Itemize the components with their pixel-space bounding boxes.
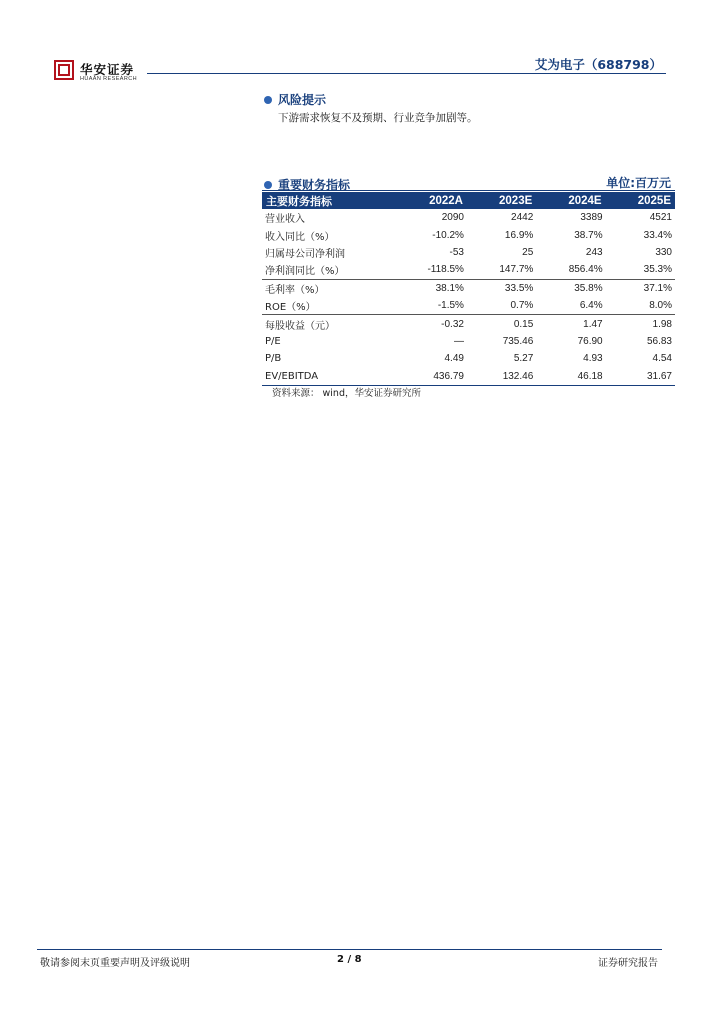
column-header: 2024E [536, 192, 605, 209]
bullet-icon [264, 181, 272, 189]
table-cell: 0.15 [467, 315, 536, 333]
row-label: 每股收益（元） [262, 315, 398, 333]
table-cell: 436.79 [398, 368, 467, 386]
table-row [262, 279, 675, 297]
table-row [262, 226, 675, 243]
table-cell: 4521 [649, 212, 672, 224]
table-row [262, 368, 675, 386]
unit-label: 单位:百万元 [606, 176, 671, 190]
column-header: 2025E [606, 192, 675, 209]
risk-heading-label: 风险提示 [278, 93, 327, 107]
table-cell: 25 [522, 246, 534, 258]
row-label: 净利润同比（%） [265, 266, 345, 278]
table-row [262, 315, 675, 333]
row-label: P/B [265, 353, 282, 365]
table-source-note: 资料来源： wind，华安证券研究所 [272, 388, 421, 399]
row-label: P/E [265, 335, 281, 347]
footer-divider [37, 949, 662, 950]
table-cell: 31.67 [606, 368, 675, 386]
table-cell: 4.93 [583, 353, 603, 365]
table-cell: 4.54 [652, 353, 672, 365]
table-cell: 1.47 [536, 315, 605, 333]
table-row [262, 297, 675, 315]
table-cell: 16.9% [504, 229, 534, 241]
table-row [262, 333, 675, 350]
table-cell: 132.46 [467, 368, 536, 386]
table-cell: 2442 [511, 212, 534, 224]
table-cell: 56.83 [646, 335, 672, 347]
table-row [262, 209, 675, 226]
row-label: 收入同比（%） [265, 231, 335, 243]
table-cell: 33.4% [643, 229, 672, 241]
column-header: 2023E [467, 192, 536, 209]
header-divider [147, 73, 666, 74]
table-cell: 3389 [580, 212, 603, 224]
row-label: ROE（%） [265, 302, 316, 314]
logo-text: 华安证券 [80, 62, 135, 77]
table-cell: -53 [449, 246, 464, 258]
report-title: 艾为电子（688798） [534, 57, 662, 72]
table-cell: 243 [585, 246, 603, 258]
page-number: 2 / 8 [337, 954, 362, 965]
table-cell: 35.8% [536, 279, 605, 297]
table-cell: 147.7% [499, 264, 534, 276]
table-cell: 38.7% [574, 229, 603, 241]
financials-heading-label: 重要财务指标 [278, 178, 351, 192]
logo-seal-icon [54, 60, 74, 80]
report-type: 证券研究报告 [598, 958, 658, 969]
table-cell: — [453, 335, 464, 347]
risk-heading [264, 91, 326, 108]
disclaimer-note: 敬请参阅末页重要声明及评级说明 [40, 958, 190, 969]
table-cell: -0.32 [398, 315, 467, 333]
table-cell: 6.4% [579, 300, 603, 312]
table-header-row [262, 192, 675, 209]
table-cell: 330 [655, 246, 672, 258]
row-label: EV/EBITDA [262, 368, 398, 386]
table-cell: 1.98 [606, 315, 675, 333]
table-cell: 4.49 [444, 353, 464, 365]
table-cell: 0.7% [510, 300, 534, 312]
row-label: 营业收入 [265, 214, 305, 226]
table-cell: 38.1% [398, 279, 467, 297]
table-row [262, 350, 675, 367]
row-label: 毛利率（%） [262, 279, 398, 297]
bullet-icon [264, 96, 272, 104]
section-divider [262, 190, 675, 191]
table-cell: 46.18 [536, 368, 605, 386]
table-cell: 856.4% [568, 264, 603, 276]
table-cell: 33.5% [467, 279, 536, 297]
financials-table [262, 192, 675, 386]
risk-text: 下游需求恢复不及预期、行业竞争加剧等。 [278, 112, 478, 124]
table-cell: 2090 [441, 212, 464, 224]
table-cell: 37.1% [606, 279, 675, 297]
table-row [262, 244, 675, 261]
table-cell: -118.5% [427, 264, 464, 276]
table-row [262, 261, 675, 279]
table-cell: 35.3% [643, 264, 672, 276]
table-cell: -1.5% [437, 300, 464, 312]
logo-subtext: HUAAN RESEARCH [80, 76, 137, 82]
column-header: 2022A [398, 192, 467, 209]
table-cell: -10.2% [432, 229, 464, 241]
column-header: 主要财务指标 [262, 192, 398, 209]
table-cell: 8.0% [649, 300, 672, 312]
table-cell: 76.90 [577, 335, 603, 347]
row-label: 归属母公司净利润 [265, 248, 345, 260]
table-cell: 735.46 [502, 335, 534, 347]
table-cell: 5.27 [513, 353, 534, 365]
